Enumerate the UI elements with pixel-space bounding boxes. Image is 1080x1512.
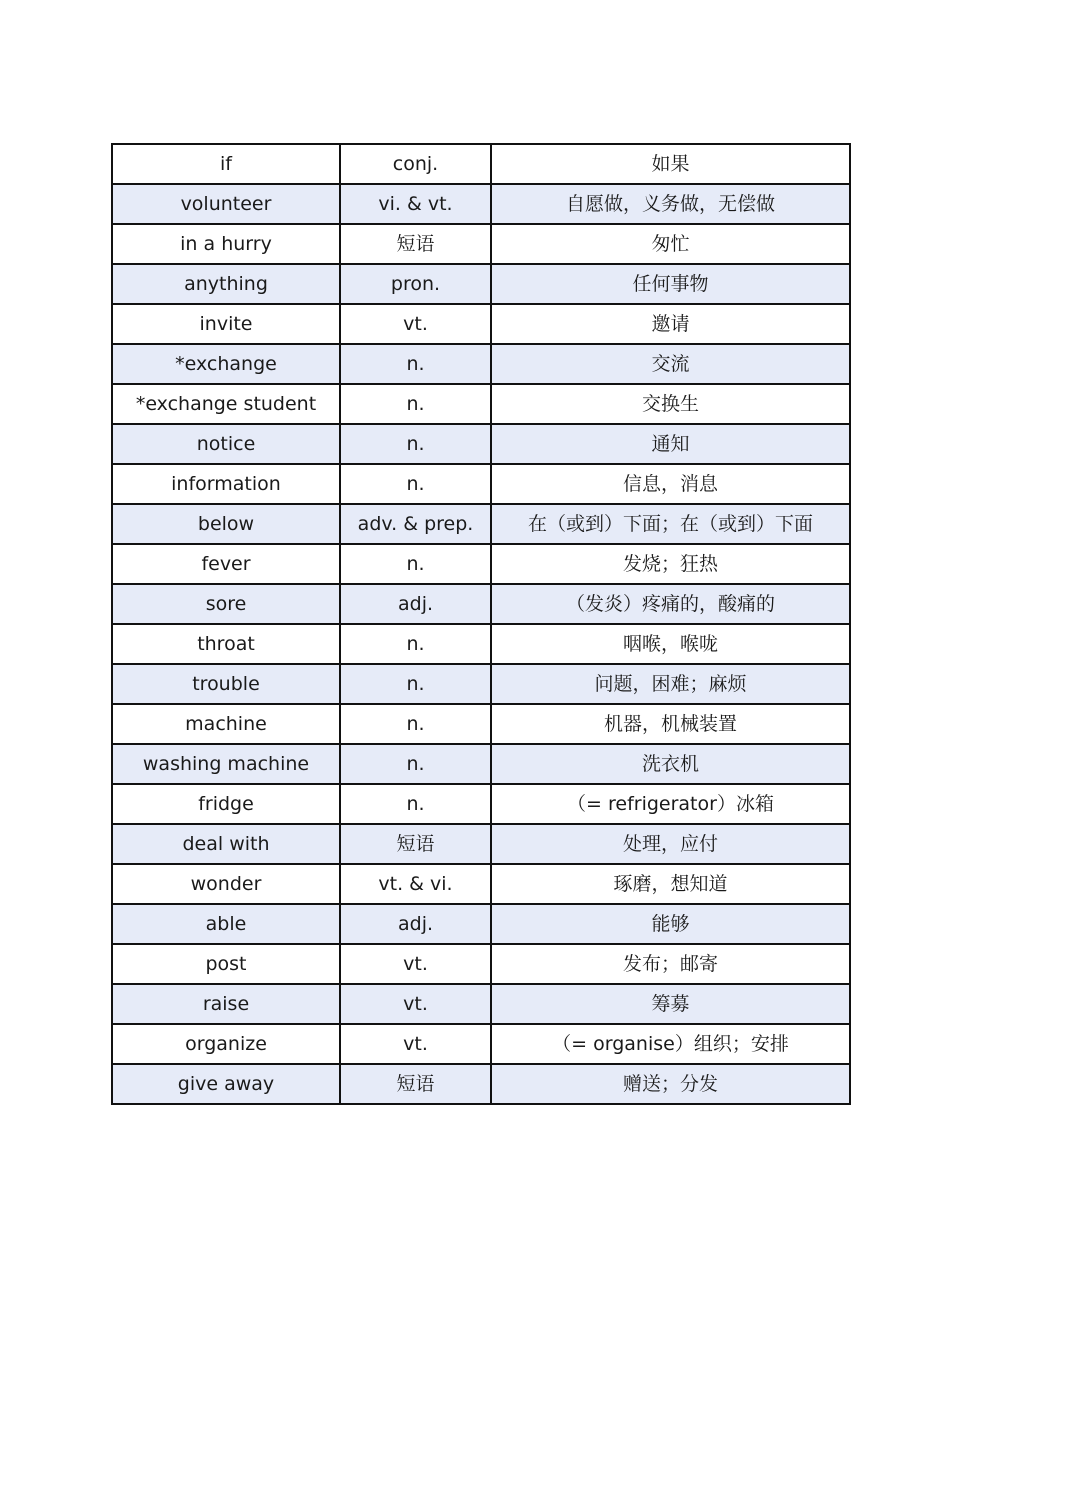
word-cell: anything: [112, 264, 340, 304]
table-row: [112, 464, 850, 504]
meaning-cell: （= organise）组织；安排: [491, 1024, 850, 1064]
table-row: [112, 424, 850, 464]
part-of-speech-cell: 短语: [340, 824, 491, 864]
meaning-cell: 能够: [491, 904, 850, 944]
word-cell: fridge: [112, 784, 340, 824]
meaning-cell: 自愿做，义务做，无偿做: [491, 184, 850, 224]
part-of-speech-cell: n.: [340, 784, 491, 824]
word-cell: *exchange: [112, 344, 340, 384]
part-of-speech-cell: n.: [340, 384, 491, 424]
meaning-cell: 机器，机械装置: [491, 704, 850, 744]
word-cell: volunteer: [112, 184, 340, 224]
word-cell: give away: [112, 1064, 340, 1104]
word-cell: able: [112, 904, 340, 944]
meaning-cell: 信息，消息: [491, 464, 850, 504]
part-of-speech-cell: n.: [340, 544, 491, 584]
word-cell: raise: [112, 984, 340, 1024]
part-of-speech-cell: 短语: [340, 224, 491, 264]
table-row: [112, 704, 850, 744]
meaning-cell: 邀请: [491, 304, 850, 344]
word-cell: post: [112, 944, 340, 984]
part-of-speech-cell: n.: [340, 664, 491, 704]
vocabulary-table: [111, 143, 851, 1105]
table-row: [112, 264, 850, 304]
part-of-speech-cell: n.: [340, 624, 491, 664]
word-cell: notice: [112, 424, 340, 464]
part-of-speech-cell: vi. & vt.: [340, 184, 491, 224]
table-row: [112, 864, 850, 904]
meaning-cell: 筹募: [491, 984, 850, 1024]
part-of-speech-cell: conj.: [340, 144, 491, 184]
part-of-speech-cell: vt.: [340, 1024, 491, 1064]
table-row: [112, 584, 850, 624]
table-row: [112, 904, 850, 944]
part-of-speech-cell: pron.: [340, 264, 491, 304]
table-row: [112, 1064, 850, 1104]
meaning-cell: （发炎）疼痛的，酸痛的: [491, 584, 850, 624]
word-cell: invite: [112, 304, 340, 344]
meaning-cell: 洗衣机: [491, 744, 850, 784]
table-row: [112, 344, 850, 384]
table-row: [112, 784, 850, 824]
table-row: [112, 1024, 850, 1064]
part-of-speech-cell: adj.: [340, 584, 491, 624]
meaning-cell: 赠送；分发: [491, 1064, 850, 1104]
table-row: [112, 184, 850, 224]
part-of-speech-cell: n.: [340, 704, 491, 744]
part-of-speech-cell: adv. & prep.: [340, 504, 491, 544]
part-of-speech-cell: n.: [340, 464, 491, 504]
vocabulary-table-body: [112, 144, 850, 1104]
meaning-cell: 在（或到）下面；在（或到）下面: [491, 504, 850, 544]
table-row: [112, 544, 850, 584]
table-row: [112, 144, 850, 184]
part-of-speech-cell: vt.: [340, 984, 491, 1024]
table-row: [112, 224, 850, 264]
table-row: [112, 624, 850, 664]
meaning-cell: 发布；邮寄: [491, 944, 850, 984]
meaning-cell: 通知: [491, 424, 850, 464]
part-of-speech-cell: vt. & vi.: [340, 864, 491, 904]
table-row: [112, 384, 850, 424]
meaning-cell: 任何事物: [491, 264, 850, 304]
meaning-cell: 发烧；狂热: [491, 544, 850, 584]
word-cell: if: [112, 144, 340, 184]
word-cell: deal with: [112, 824, 340, 864]
word-cell: wonder: [112, 864, 340, 904]
word-cell: in a hurry: [112, 224, 340, 264]
meaning-cell: 处理，应付: [491, 824, 850, 864]
part-of-speech-cell: vt.: [340, 944, 491, 984]
part-of-speech-cell: adj.: [340, 904, 491, 944]
table-row: [112, 824, 850, 864]
word-cell: *exchange student: [112, 384, 340, 424]
word-cell: machine: [112, 704, 340, 744]
meaning-cell: 琢磨，想知道: [491, 864, 850, 904]
word-cell: information: [112, 464, 340, 504]
table-row: [112, 504, 850, 544]
word-cell: sore: [112, 584, 340, 624]
meaning-cell: 交换生: [491, 384, 850, 424]
word-cell: throat: [112, 624, 340, 664]
part-of-speech-cell: n.: [340, 344, 491, 384]
meaning-cell: （= refrigerator）冰箱: [491, 784, 850, 824]
table-row: [112, 744, 850, 784]
meaning-cell: 交流: [491, 344, 850, 384]
part-of-speech-cell: 短语: [340, 1064, 491, 1104]
word-cell: organize: [112, 1024, 340, 1064]
table-row: [112, 944, 850, 984]
meaning-cell: 匆忙: [491, 224, 850, 264]
word-cell: trouble: [112, 664, 340, 704]
meaning-cell: 问题，困难；麻烦: [491, 664, 850, 704]
meaning-cell: 咽喉，喉咙: [491, 624, 850, 664]
word-cell: fever: [112, 544, 340, 584]
part-of-speech-cell: n.: [340, 744, 491, 784]
table-row: [112, 304, 850, 344]
word-cell: washing machine: [112, 744, 340, 784]
part-of-speech-cell: n.: [340, 424, 491, 464]
table-row: [112, 984, 850, 1024]
meaning-cell: 如果: [491, 144, 850, 184]
part-of-speech-cell: vt.: [340, 304, 491, 344]
word-cell: below: [112, 504, 340, 544]
table-row: [112, 664, 850, 704]
